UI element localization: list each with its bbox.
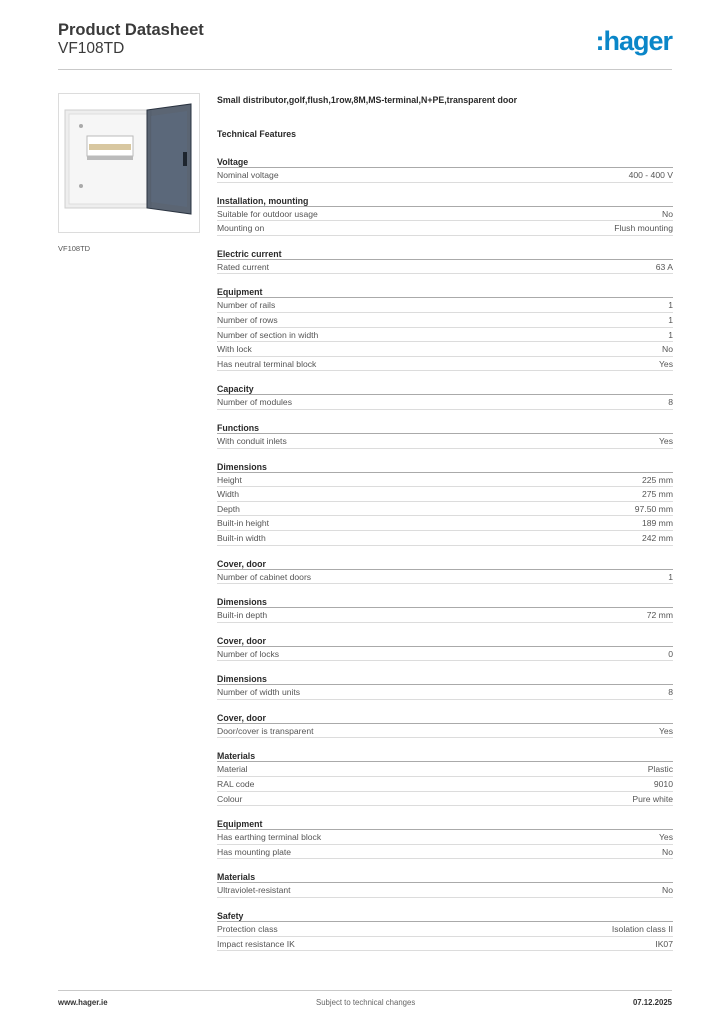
disclaimer: Subject to technical changes <box>316 998 416 1007</box>
feature-row <box>217 434 673 449</box>
feature-group <box>217 556 673 585</box>
feature-row <box>217 313 673 328</box>
distribution-box-illustration <box>59 94 199 232</box>
group-title: Installation, mounting <box>217 193 673 207</box>
feature-value: Plastic <box>647 764 673 775</box>
feature-group <box>217 633 673 662</box>
feature-value: 189 mm <box>641 518 673 529</box>
feature-value: No <box>662 208 673 219</box>
group-title: Voltage <box>217 154 673 168</box>
feature-group <box>217 193 673 236</box>
feature-row <box>217 516 673 531</box>
feature-label: Has earthing terminal block <box>217 832 322 843</box>
feature-group <box>217 594 673 623</box>
feature-label: Material <box>217 764 248 775</box>
feature-row <box>217 724 673 739</box>
feature-group <box>217 748 673 806</box>
group-title: Dimensions <box>217 671 673 685</box>
feature-group <box>217 381 673 410</box>
feature-value: 1 <box>668 314 673 325</box>
feature-group <box>217 420 673 449</box>
feature-row <box>217 777 673 792</box>
print-date: 07.12.2025 <box>632 998 672 1007</box>
feature-label: Height <box>217 474 242 485</box>
feature-label: Nominal voltage <box>217 170 279 180</box>
document-title: Product Datasheet <box>58 21 204 39</box>
feature-group <box>217 710 673 739</box>
feature-label: Protection class <box>217 924 278 935</box>
feature-label: Number of modules <box>217 397 292 408</box>
feature-label: Number of rows <box>217 314 278 325</box>
feature-label: With lock <box>217 344 252 355</box>
feature-value: Pure white <box>632 793 673 804</box>
group-title: Dimensions <box>217 594 673 608</box>
feature-row <box>217 328 673 343</box>
feature-label: With conduit inlets <box>217 435 287 446</box>
feature-label: Suitable for outdoor usage <box>217 208 318 219</box>
hager-logo: :hager <box>595 26 672 56</box>
feature-row <box>217 685 673 700</box>
group-title: Materials <box>217 869 673 883</box>
feature-label: Number of section in width <box>217 329 319 340</box>
product-description: Small distributor,golf,flush,1row,8M,MS-terminal,N+PE,transparent door <box>217 95 518 105</box>
feature-label: Built-in depth <box>217 610 268 621</box>
feature-value: Flush mounting <box>614 223 673 234</box>
feature-value: Yes <box>658 435 673 446</box>
feature-row <box>217 937 673 952</box>
feature-row <box>217 570 673 585</box>
feature-label: RAL code <box>217 779 255 790</box>
group-title: Electric current <box>217 246 673 260</box>
group-title: Dimensions <box>217 459 673 473</box>
feature-row <box>217 830 673 845</box>
feature-row <box>217 473 673 488</box>
feature-row <box>217 608 673 623</box>
feature-row <box>217 845 673 860</box>
product-image <box>58 93 200 233</box>
feature-label: Door/cover is transparent <box>217 725 314 736</box>
feature-row <box>217 168 673 183</box>
feature-value: 63 A <box>655 261 673 272</box>
group-title: Cover, door <box>217 556 673 570</box>
product-code: VF108TD <box>58 40 125 57</box>
feature-label: Colour <box>217 793 243 804</box>
feature-value: 1 <box>668 329 673 340</box>
document-header <box>58 20 672 70</box>
feature-row <box>217 221 673 236</box>
feature-label: Built-in height <box>217 518 270 529</box>
feature-label: Has neutral terminal block <box>217 358 317 369</box>
feature-value: 1 <box>668 571 673 582</box>
feature-row <box>217 883 673 898</box>
feature-group <box>217 154 673 183</box>
group-title: Safety <box>217 908 673 922</box>
feature-value: Yes <box>658 358 673 369</box>
feature-value: 9010 <box>653 779 673 790</box>
feature-label: Width <box>217 489 239 500</box>
feature-group <box>217 246 673 275</box>
group-title: Equipment <box>217 284 673 298</box>
group-title: Capacity <box>217 381 673 395</box>
feature-group <box>217 284 673 371</box>
feature-value: 225 mm <box>641 474 673 485</box>
feature-value: Yes <box>658 832 673 843</box>
website-link[interactable]: www.hager.ie <box>58 998 108 1007</box>
feature-label: Mounting on <box>217 223 265 234</box>
feature-row <box>217 260 673 275</box>
feature-value: No <box>662 885 673 896</box>
footer-divider <box>58 990 672 991</box>
feature-value: Yes <box>658 725 673 736</box>
feature-group <box>217 459 673 546</box>
feature-groups <box>217 154 673 951</box>
feature-value: 97.50 mm <box>634 503 673 514</box>
feature-label: Rated current <box>217 261 270 272</box>
feature-label: Impact resistance IK <box>217 938 295 949</box>
technical-features-heading: Technical Features <box>217 129 297 139</box>
feature-value: 400 - 400 V <box>628 170 673 180</box>
feature-value: 242 mm <box>641 532 673 543</box>
feature-row <box>217 207 673 222</box>
feature-value: 275 mm <box>641 489 673 500</box>
feature-row <box>217 531 673 546</box>
feature-row <box>217 395 673 410</box>
feature-row <box>217 487 673 502</box>
feature-group <box>217 908 673 951</box>
feature-row <box>217 342 673 357</box>
feature-label: Ultraviolet-resistant <box>217 885 291 896</box>
feature-group <box>217 869 673 898</box>
feature-row <box>217 762 673 777</box>
feature-row <box>217 502 673 517</box>
feature-row <box>217 792 673 807</box>
feature-row <box>217 922 673 937</box>
group-title: Cover, door <box>217 710 673 724</box>
feature-label: Number of rails <box>217 300 276 311</box>
group-title: Equipment <box>217 816 673 830</box>
image-caption: VF108TD <box>58 244 91 253</box>
feature-label: Number of cabinet doors <box>217 571 312 582</box>
feature-value: 0 <box>668 648 673 659</box>
feature-label: Has mounting plate <box>217 846 292 857</box>
group-title: Functions <box>217 420 673 434</box>
feature-value: IK07 <box>655 938 673 949</box>
feature-value: No <box>662 344 673 355</box>
feature-value: 1 <box>668 300 673 311</box>
feature-value: Isolation class II <box>611 924 673 935</box>
datasheet-body <box>217 93 673 951</box>
header-divider <box>58 69 672 70</box>
feature-group <box>217 671 673 700</box>
feature-group <box>217 816 673 859</box>
feature-value: No <box>662 846 673 857</box>
document-footer <box>58 998 672 1010</box>
feature-label: Depth <box>217 503 240 514</box>
group-title: Cover, door <box>217 633 673 647</box>
feature-row <box>217 357 673 372</box>
feature-row <box>217 298 673 313</box>
feature-value: 72 mm <box>646 610 673 621</box>
group-title: Materials <box>217 748 673 762</box>
feature-row <box>217 647 673 662</box>
feature-label: Built-in width <box>217 532 266 543</box>
feature-value: 8 <box>668 397 673 408</box>
feature-value: 8 <box>668 687 673 698</box>
feature-label: Number of width units <box>217 687 301 698</box>
feature-label: Number of locks <box>217 648 280 659</box>
